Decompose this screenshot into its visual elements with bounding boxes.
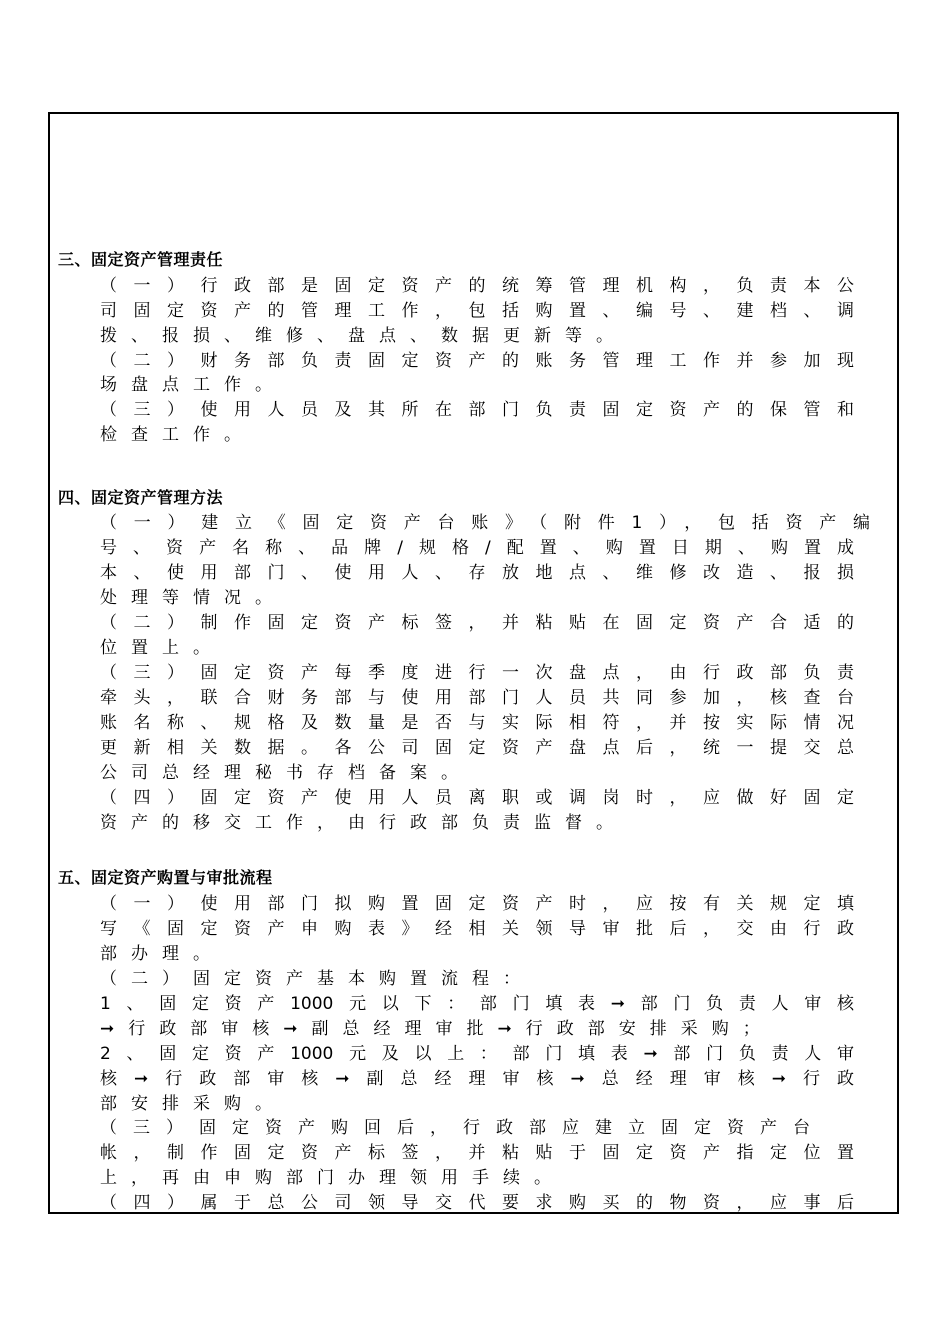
section-heading-5: 五、固定资产购置与审批流程 [58, 868, 273, 887]
text-line: （二）财务部负责固定资产的账务管理工作并参加现 [100, 351, 854, 371]
text-line: ➞行政部审核➞副总经理审批➞行政部安排采购； [100, 1019, 774, 1039]
section-heading-3: 三、固定资产管理责任 [58, 250, 224, 269]
text-line: （三）固定资产每季度进行一次盘点，由行政部负责 [100, 663, 854, 683]
text-line: 场盘点工作。 [100, 375, 286, 395]
text-line: 核➞行政部审核➞副总经理审核➞总经理审核➞行政 [100, 1069, 854, 1089]
text-line: 公司总经理秘书存档备案。 [100, 763, 472, 783]
text-line: 更新相关数据。各公司固定资产盘点后，统一提交总 [100, 738, 854, 758]
text-line: 号、资产名称、品牌/规格/配置、购置日期、购置成 [100, 538, 854, 558]
text-line: 司固定资产的管理工作，包括购置、编号、建档、调 [100, 301, 854, 321]
text-line: 1、固定资产1000元以下：部门填表➞部门负责人审核 [100, 994, 854, 1014]
text-line: 上，再由申购部门办理领用手续。 [100, 1168, 565, 1188]
text-line: （一）建立《固定资产台账》（附件1），包括资产编 [100, 513, 870, 533]
text-line: （二）制作固定资产标签，并粘贴在固定资产合适的 [100, 613, 854, 633]
text-line: 本、使用部门、使用人、存放地点、维修改造、报损 [100, 563, 854, 583]
text-line: 处理等情况。 [100, 588, 286, 608]
text-line: 位置上。 [100, 638, 224, 658]
text-line: （四）固定资产使用人员离职或调岗时，应做好固定 [100, 788, 854, 808]
text-line: 资产的移交工作，由行政部负责监督。 [100, 813, 627, 833]
text-line: （三）固定资产购回后，行政部应建立固定资产台 [100, 1118, 826, 1138]
text-line: 账名称、规格及数量是否与实际相符，并按实际情况 [100, 713, 854, 733]
section-heading-4: 四、固定资产管理方法 [58, 488, 224, 507]
text-line: （一）行政部是固定资产的统筹管理机构，负责本公 [100, 276, 854, 296]
text-line: （二）固定资产基本购置流程： [100, 969, 534, 989]
text-line: 写《固定资产申购表》经相关领导审批后，交由行政 [100, 919, 854, 939]
text-line: 部安排采购。 [100, 1094, 286, 1114]
text-line: （四）属于总公司领导交代要求购买的物资，应事后 [100, 1193, 854, 1213]
text-line: 2、固定资产1000元及以上：部门填表➞部门负责人审 [100, 1044, 854, 1064]
text-line: 检查工作。 [100, 425, 255, 445]
text-line: 帐，制作固定资产标签，并粘贴于固定资产指定位置 [100, 1143, 854, 1163]
text-line: （一）使用部门拟购置固定资产时，应按有关规定填 [100, 894, 854, 914]
text-line: （三）使用人员及其所在部门负责固定资产的保管和 [100, 400, 854, 420]
text-line: 牵头，联合财务部与使用部门人员共同参加，核查台 [100, 688, 854, 708]
text-line: 部办理。 [100, 944, 224, 964]
text-line: 拨、报损、维修、盘点、数据更新等。 [100, 326, 627, 346]
